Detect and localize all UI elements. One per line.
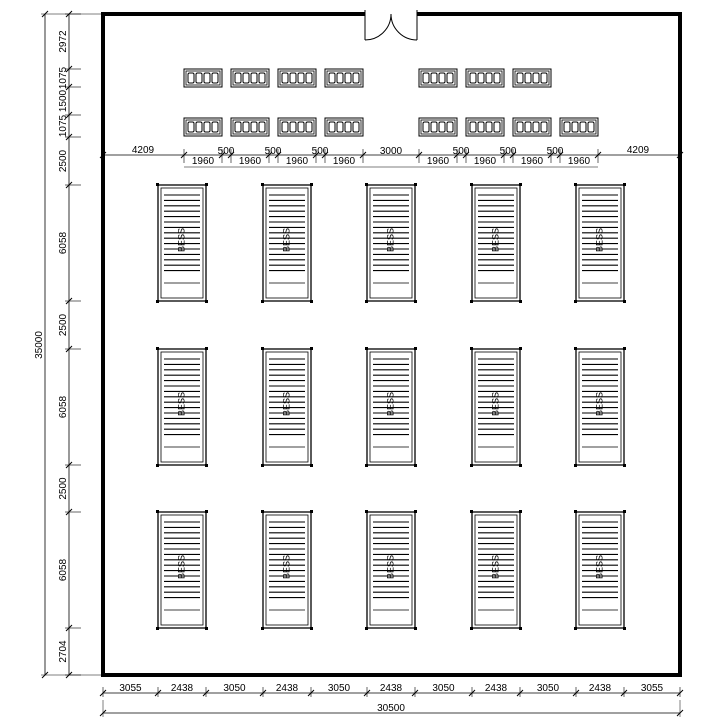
bess-label: BESS	[490, 391, 501, 417]
bess-label: BESS	[281, 227, 292, 253]
cabinet-module	[419, 118, 457, 136]
cabinet-module	[325, 118, 363, 136]
bess-container	[365, 510, 417, 630]
dim-label: 500	[546, 146, 564, 157]
overall-width-dimension	[100, 700, 683, 717]
dim-label: 2972	[58, 30, 69, 53]
dim-label: 2500	[58, 149, 69, 173]
dim-label: 6058	[58, 395, 69, 419]
dim-label: 500	[264, 146, 282, 157]
bess-container	[156, 347, 208, 467]
cabinet-modules	[184, 69, 598, 136]
cabinet-module	[184, 69, 222, 87]
dim-label: 1075	[58, 66, 69, 90]
dim-label: 1960	[567, 156, 591, 167]
dim-label: 1960	[520, 156, 544, 167]
bess-label: BESS	[490, 554, 501, 580]
dim-label: 3000	[379, 146, 403, 157]
bess-label: BESS	[594, 227, 605, 253]
dim-label: 2438	[275, 683, 299, 694]
cabinet-module	[278, 69, 316, 87]
bess-label: BESS	[385, 554, 396, 580]
dim-label: 2500	[58, 477, 69, 500]
dim-label: 6058	[58, 231, 69, 255]
bess-label: BESS	[594, 391, 605, 417]
bess-container	[470, 510, 522, 630]
dim-label: 500	[452, 146, 470, 157]
dim-label: 1960	[473, 156, 497, 167]
dim-label: 3050	[536, 683, 560, 694]
bess-label: BESS	[490, 227, 501, 253]
dim-label: 1500	[58, 89, 69, 113]
cabinet-module	[513, 118, 551, 136]
dim-label: 2438	[379, 683, 403, 694]
bess-label: BESS	[385, 391, 396, 417]
dim-label: 2438	[484, 683, 508, 694]
dim-label: 3055	[119, 683, 142, 694]
cabinet-module	[466, 69, 504, 87]
dim-label: 500	[311, 146, 329, 157]
dim-label: 500	[499, 146, 517, 157]
bess-container	[574, 347, 626, 467]
top-dimension-chain	[100, 145, 683, 167]
dim-label: 3050	[432, 683, 455, 694]
dim-label: 2704	[58, 640, 69, 663]
dim-label: 30500	[377, 703, 405, 714]
bess-label: BESS	[281, 391, 292, 417]
dim-label: 3050	[223, 683, 246, 694]
dim-label: 1960	[426, 156, 450, 167]
left-dimension-chain	[58, 11, 81, 678]
dim-label: 1960	[285, 156, 309, 167]
cabinet-module	[419, 69, 457, 87]
dim-label: 1960	[332, 156, 356, 167]
dim-label: 500	[217, 146, 235, 157]
dim-label: 2438	[588, 683, 612, 694]
bess-label: BESS	[594, 554, 605, 580]
bess-container-grid	[156, 183, 626, 630]
dim-label: 6058	[58, 558, 69, 582]
bess-container	[470, 347, 522, 467]
dim-label: 3055	[640, 683, 664, 694]
cabinet-module	[231, 118, 269, 136]
bess-container	[261, 183, 313, 303]
cabinet-module	[325, 69, 363, 87]
bess-container	[156, 510, 208, 630]
bess-container	[365, 347, 417, 467]
dim-label: 2438	[170, 683, 194, 694]
bess-container	[261, 510, 313, 630]
bess-label: BESS	[176, 391, 187, 417]
bess-label: BESS	[385, 227, 396, 253]
dim-label: 1075	[58, 114, 69, 138]
dim-label: 4209	[131, 145, 155, 156]
dim-label: 3050	[327, 683, 351, 694]
bess-label: BESS	[176, 227, 187, 253]
bess-container	[574, 183, 626, 303]
cabinet-module	[560, 118, 598, 136]
cabinet-module	[278, 118, 316, 136]
cabinet-module	[513, 69, 551, 87]
bess-label: BESS	[281, 554, 292, 580]
bess-container	[156, 183, 208, 303]
cabinet-module	[184, 118, 222, 136]
bess-label: BESS	[176, 554, 187, 580]
cabinet-module	[231, 69, 269, 87]
entrance-double-door	[365, 14, 417, 40]
dim-label: 1960	[238, 156, 262, 167]
bess-container	[365, 183, 417, 303]
dim-label: 35000	[34, 331, 45, 359]
bess-container	[470, 183, 522, 303]
dim-label: 1960	[191, 156, 215, 167]
bottom-dimension-chain	[100, 683, 683, 697]
dim-label: 4209	[626, 145, 650, 156]
cabinet-module	[466, 118, 504, 136]
bess-container	[261, 347, 313, 467]
bess-container	[574, 510, 626, 630]
dim-label: 2500	[58, 313, 69, 337]
